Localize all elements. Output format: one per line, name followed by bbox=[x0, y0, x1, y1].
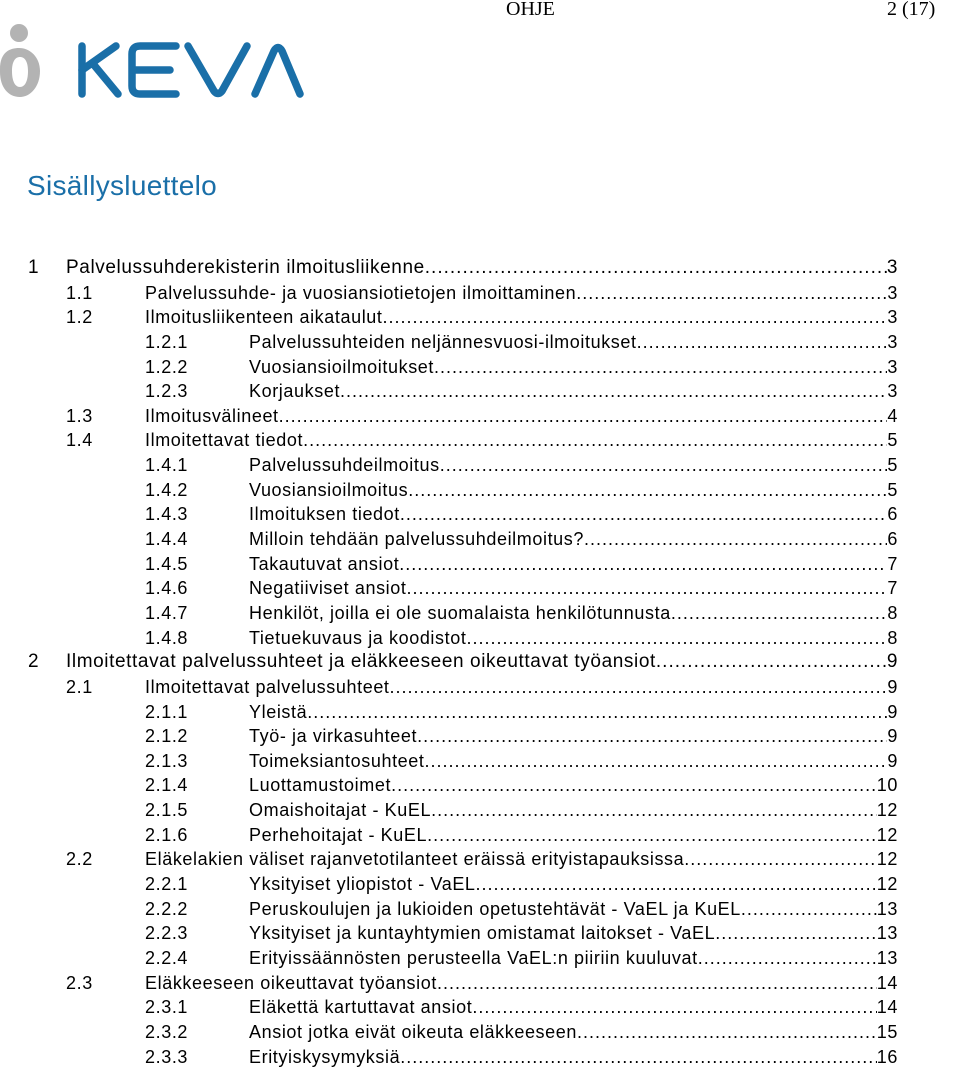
toc-entry[interactable] bbox=[0, 305, 960, 330]
toc-entry[interactable] bbox=[0, 921, 960, 946]
toc-entry[interactable] bbox=[0, 552, 960, 577]
toc-dot-leader bbox=[576, 281, 887, 305]
toc-entry-page: 12 bbox=[876, 874, 898, 895]
toc-dot-leader bbox=[741, 897, 877, 921]
toc-entry-page: 5 bbox=[887, 430, 898, 451]
toc-entry-number: 1.4.1 bbox=[145, 455, 189, 476]
toc-entry-page: 6 bbox=[887, 529, 898, 550]
toc-entry-title: Ilmoitusvälineet bbox=[145, 405, 279, 426]
toc-entry-number: 1.2.2 bbox=[145, 356, 189, 377]
toc-dot-leader bbox=[406, 576, 887, 600]
toc-dot-leader bbox=[437, 971, 877, 995]
toc-entry[interactable] bbox=[0, 626, 960, 651]
toc-entry-number: 2.3 bbox=[66, 972, 93, 993]
toc-entry-title: Ilmoitettavat palvelussuhteet ja eläkkeeseen oikeuttavat työansiot bbox=[66, 651, 656, 673]
toc-entry-body bbox=[249, 576, 898, 600]
toc-dot-leader bbox=[340, 379, 887, 403]
toc-entry-body bbox=[249, 330, 898, 354]
toc-entry-number: 1.3 bbox=[66, 405, 93, 426]
toc-entry-body bbox=[249, 626, 898, 650]
toc-entry-title: Erityissäännösten perusteella VaEL:n piiriin kuuluvat bbox=[249, 947, 698, 968]
toc-entry-body bbox=[249, 897, 898, 921]
toc-entry[interactable] bbox=[0, 798, 960, 823]
toc-entry-page: 9 bbox=[887, 701, 898, 722]
toc-entry[interactable] bbox=[0, 281, 960, 306]
toc-entry-page: 3 bbox=[887, 307, 898, 328]
toc-entry-page: 9 bbox=[887, 750, 898, 771]
toc-entry-page: 12 bbox=[876, 800, 898, 821]
toc-entry[interactable] bbox=[0, 404, 960, 429]
toc-entry-number: 1.1 bbox=[66, 282, 93, 303]
toc-entry-title: Toimeksiantosuhteet bbox=[249, 750, 425, 771]
toc-dot-leader bbox=[400, 1045, 877, 1069]
toc-entry-body bbox=[249, 379, 898, 403]
toc-entry-page: 7 bbox=[887, 553, 898, 574]
toc-entry-number: 2.1.5 bbox=[145, 800, 189, 821]
toc-entry-number: 1.4.5 bbox=[145, 553, 189, 574]
toc-entry[interactable] bbox=[0, 897, 960, 922]
toc-entry-body bbox=[249, 355, 898, 379]
toc-entry[interactable] bbox=[0, 576, 960, 601]
toc-entry-body bbox=[249, 773, 898, 797]
toc-entry[interactable] bbox=[0, 872, 960, 897]
toc-entry-page: 8 bbox=[887, 602, 898, 623]
toc-entry-body bbox=[249, 527, 898, 551]
toc-dot-leader bbox=[427, 823, 877, 847]
toc-entry-page: 5 bbox=[887, 479, 898, 500]
toc-entry[interactable] bbox=[0, 453, 960, 478]
keva-logo bbox=[0, 24, 305, 104]
toc-dot-leader bbox=[303, 428, 887, 452]
toc-dot-leader bbox=[425, 749, 888, 773]
toc-entry-number: 2.1 bbox=[66, 676, 93, 697]
toc-entry[interactable] bbox=[0, 355, 960, 380]
toc-entry-title: Ansiot jotka eivät oikeuta eläkkeeseen bbox=[249, 1021, 577, 1042]
toc-entry-page: 14 bbox=[876, 972, 898, 993]
toc-entry-page: 7 bbox=[887, 578, 898, 599]
toc-entry-number: 1.4.8 bbox=[145, 627, 189, 648]
toc-entry-title: Korjaukset bbox=[249, 381, 341, 402]
toc-dot-leader bbox=[279, 404, 888, 428]
toc-dot-leader bbox=[390, 675, 888, 699]
toc-entry-title: Eläkelakien väliset rajanvetotilanteet eräissä erityistapauksissa bbox=[145, 849, 685, 870]
toc-entry-title: Peruskoulujen ja lukioiden opetustehtävät - VaEL ja KuEL bbox=[249, 898, 741, 919]
toc-entry-number: 1.2 bbox=[66, 307, 93, 328]
toc-dot-leader bbox=[476, 872, 877, 896]
toc-entry-body bbox=[145, 971, 898, 995]
toc-entry-number: 2.1.6 bbox=[145, 824, 189, 845]
toc-dot-leader bbox=[417, 724, 887, 748]
toc-entry-number: 2.1.2 bbox=[145, 726, 189, 747]
toc-entry-title: Palvelussuhteiden neljännesvuosi-ilmoitukset bbox=[249, 331, 637, 352]
toc-entry-title: Omaishoitajat - KuEL bbox=[249, 800, 432, 821]
toc-entry-number: 2.2.3 bbox=[145, 923, 189, 944]
toc-entry-title: Palvelussuhde- ja vuosiansiotietojen ilmoittaminen bbox=[145, 282, 577, 303]
toc-entry-body bbox=[249, 1020, 898, 1044]
toc-entry[interactable] bbox=[0, 847, 960, 872]
toc-entry[interactable] bbox=[0, 650, 960, 675]
page-number: 2 (17) bbox=[887, 0, 936, 20]
toc-entry-number: 1.2.1 bbox=[145, 331, 189, 352]
toc-entry-title: Työ- ja virkasuhteet bbox=[249, 726, 418, 747]
toc-entry-title: Ilmoitettavat palvelussuhteet bbox=[145, 676, 390, 697]
toc-entry-body bbox=[249, 749, 898, 773]
toc-entry-number: 1.4.7 bbox=[145, 602, 189, 623]
toc-entry[interactable] bbox=[0, 749, 960, 774]
toc-entry-title: Henkilöt, joilla ei ole suomalaista henkilötunnusta bbox=[249, 602, 671, 623]
toc-entry[interactable] bbox=[0, 946, 960, 971]
toc-entry-number: 2.2.1 bbox=[145, 874, 189, 895]
toc-entry[interactable] bbox=[0, 428, 960, 453]
toc-entry-title: Milloin tehdään palvelussuhdeilmoitus? bbox=[249, 529, 584, 550]
logo-figure-icon bbox=[0, 24, 40, 97]
toc-entry-title: Ilmoitettavat tiedot bbox=[145, 430, 304, 451]
toc-entry-page: 9 bbox=[887, 676, 898, 697]
toc-entry-title: Tietuekuvaus ja koodistot bbox=[249, 627, 467, 648]
toc-entry-number: 2.3.3 bbox=[145, 1046, 189, 1067]
toc-entry-number: 1.4 bbox=[66, 430, 93, 451]
toc-entry[interactable] bbox=[0, 724, 960, 749]
toc-entry[interactable] bbox=[0, 971, 960, 996]
toc-entry-title: Yksityiset ja kuntayhtymien omistamat laitokset - VaEL bbox=[249, 923, 716, 944]
toc-entry-page: 12 bbox=[876, 824, 898, 845]
toc-entry-page: 12 bbox=[876, 849, 898, 870]
toc-entry-page: 6 bbox=[887, 504, 898, 525]
toc-entry-title: Eläkettä kartuttavat ansiot bbox=[249, 997, 473, 1018]
toc-entry-page: 13 bbox=[876, 947, 898, 968]
toc-entry-title: Luottamustoimet bbox=[249, 775, 392, 796]
toc-entry-body bbox=[249, 798, 898, 822]
toc-entry-body bbox=[145, 675, 898, 699]
toc-entry-number: 2.1.3 bbox=[145, 750, 189, 771]
toc-entry-body bbox=[249, 946, 898, 970]
toc-dot-leader bbox=[425, 256, 887, 280]
toc-entry[interactable] bbox=[0, 675, 960, 700]
toc-entry-body bbox=[249, 453, 898, 477]
toc-entry-body bbox=[249, 502, 898, 526]
toc-entry-number: 1 bbox=[28, 257, 40, 278]
toc-entry[interactable] bbox=[0, 330, 960, 355]
toc-entry-title: Ilmoitusliikenteen aikataulut bbox=[145, 307, 383, 328]
toc-entry-body bbox=[145, 847, 898, 871]
toc-dot-leader bbox=[656, 650, 887, 674]
toc-dot-leader bbox=[577, 1020, 877, 1044]
toc-entry-number: 2.3.2 bbox=[145, 1021, 189, 1042]
toc-dot-leader bbox=[698, 946, 877, 970]
toc-dot-leader bbox=[434, 355, 887, 379]
toc-entry-body bbox=[145, 404, 898, 428]
toc-entry-page: 4 bbox=[887, 405, 898, 426]
toc-entry[interactable] bbox=[0, 995, 960, 1020]
toc-entry-body bbox=[249, 1045, 898, 1069]
toc-entry-page: 16 bbox=[876, 1046, 898, 1067]
toc-entry-title: Eläkkeeseen oikeuttavat työansiot bbox=[145, 972, 437, 993]
toc-entry-title: Vuosiansioilmoitus bbox=[249, 479, 409, 500]
toc-entry-title: Takautuvat ansiot bbox=[249, 553, 400, 574]
toc-entry-title: Palvelussuhderekisterin ilmoitusliikenne bbox=[66, 257, 425, 278]
toc-entry-body bbox=[249, 552, 898, 576]
toc-entry-page: 13 bbox=[876, 923, 898, 944]
toc-entry[interactable] bbox=[0, 256, 960, 281]
toc-entry-number: 1.2.3 bbox=[145, 381, 189, 402]
toc-entry-page: 14 bbox=[876, 997, 898, 1018]
toc-entry-number: 2 bbox=[28, 651, 40, 673]
toc-entry-page: 5 bbox=[887, 455, 898, 476]
toc-entry[interactable] bbox=[0, 478, 960, 503]
toc-entry-body bbox=[249, 601, 898, 625]
toc-entry-title: Yleistä bbox=[249, 701, 308, 722]
toc-entry-number: 2.2 bbox=[66, 849, 93, 870]
toc-dot-leader bbox=[715, 921, 877, 945]
toc-entry-body bbox=[249, 921, 898, 945]
toc-entry[interactable] bbox=[0, 1045, 960, 1070]
toc-entry-number: 2.3.1 bbox=[145, 997, 189, 1018]
toc-dot-leader bbox=[400, 502, 888, 526]
toc-dot-leader bbox=[671, 601, 888, 625]
toc-entry-title: Yksityiset yliopistot - VaEL bbox=[249, 874, 476, 895]
toc-entry-title: Negatiiviset ansiot bbox=[249, 578, 407, 599]
toc-entry[interactable] bbox=[0, 700, 960, 725]
toc-entry-body bbox=[249, 724, 898, 748]
toc-entry-page: 9 bbox=[887, 726, 898, 747]
table-of-contents bbox=[0, 256, 960, 1069]
toc-dot-leader bbox=[684, 847, 877, 871]
toc-entry-page: 13 bbox=[876, 898, 898, 919]
toc-entry-page: 15 bbox=[876, 1021, 898, 1042]
logo-wordmark bbox=[82, 46, 300, 94]
toc-entry-title: Perhehoitajat - KuEL bbox=[249, 824, 428, 845]
toc-entry-title: Erityiskysymyksiä bbox=[249, 1046, 401, 1067]
toc-dot-leader bbox=[408, 478, 887, 502]
toc-entry-number: 1.4.2 bbox=[145, 479, 189, 500]
toc-title: Sisällysluettelo bbox=[27, 170, 217, 201]
toc-entry-number: 2.2.4 bbox=[145, 947, 189, 968]
toc-dot-leader bbox=[472, 995, 876, 1019]
toc-entry-page: 3 bbox=[887, 331, 898, 352]
toc-entry[interactable] bbox=[0, 823, 960, 848]
toc-entry-page: 3 bbox=[886, 257, 898, 278]
toc-entry-body bbox=[145, 281, 898, 305]
toc-entry-body bbox=[249, 823, 898, 847]
toc-entry-page: 10 bbox=[876, 775, 898, 796]
toc-entry-number: 2.2.2 bbox=[145, 898, 189, 919]
toc-entry-body bbox=[249, 478, 898, 502]
toc-entry-body bbox=[66, 650, 898, 674]
toc-dot-leader bbox=[431, 798, 877, 822]
toc-entry[interactable] bbox=[0, 773, 960, 798]
toc-entry[interactable] bbox=[0, 1020, 960, 1045]
toc-entry[interactable] bbox=[0, 601, 960, 626]
toc-dot-leader bbox=[584, 527, 887, 551]
toc-dot-leader bbox=[383, 305, 888, 329]
toc-entry[interactable] bbox=[0, 379, 960, 404]
toc-entry[interactable] bbox=[0, 527, 960, 552]
toc-entry-body bbox=[66, 256, 898, 280]
toc-entry-title: Ilmoituksen tiedot bbox=[249, 504, 400, 525]
toc-entry-page: 3 bbox=[887, 282, 898, 303]
toc-dot-leader bbox=[391, 773, 877, 797]
toc-dot-leader bbox=[637, 330, 888, 354]
toc-entry-number: 1.4.3 bbox=[145, 504, 189, 525]
toc-entry-page: 3 bbox=[887, 356, 898, 377]
toc-entry-page: 3 bbox=[887, 381, 898, 402]
toc-entry-body bbox=[249, 872, 898, 896]
toc-entry-body bbox=[249, 995, 898, 1019]
toc-dot-leader bbox=[440, 453, 888, 477]
toc-entry-number: 2.1.1 bbox=[145, 701, 189, 722]
toc-entry-number: 2.1.4 bbox=[145, 775, 189, 796]
toc-entry-page: 8 bbox=[887, 627, 898, 648]
toc-entry-body bbox=[145, 428, 898, 452]
toc-entry-number: 1.4.4 bbox=[145, 529, 189, 550]
toc-entry-title: Palvelussuhdeilmoitus bbox=[249, 455, 440, 476]
toc-entry-title: Vuosiansioilmoitukset bbox=[249, 356, 435, 377]
toc-dot-leader bbox=[466, 626, 887, 650]
toc-entry-body bbox=[145, 305, 898, 329]
toc-entry-number: 1.4.6 bbox=[145, 578, 189, 599]
toc-entry-page: 9 bbox=[886, 651, 898, 673]
toc-dot-leader bbox=[399, 552, 887, 576]
toc-entry-body bbox=[249, 700, 898, 724]
toc-dot-leader bbox=[307, 700, 887, 724]
document-type-label: OHJE bbox=[506, 0, 555, 20]
toc-entry[interactable] bbox=[0, 502, 960, 527]
